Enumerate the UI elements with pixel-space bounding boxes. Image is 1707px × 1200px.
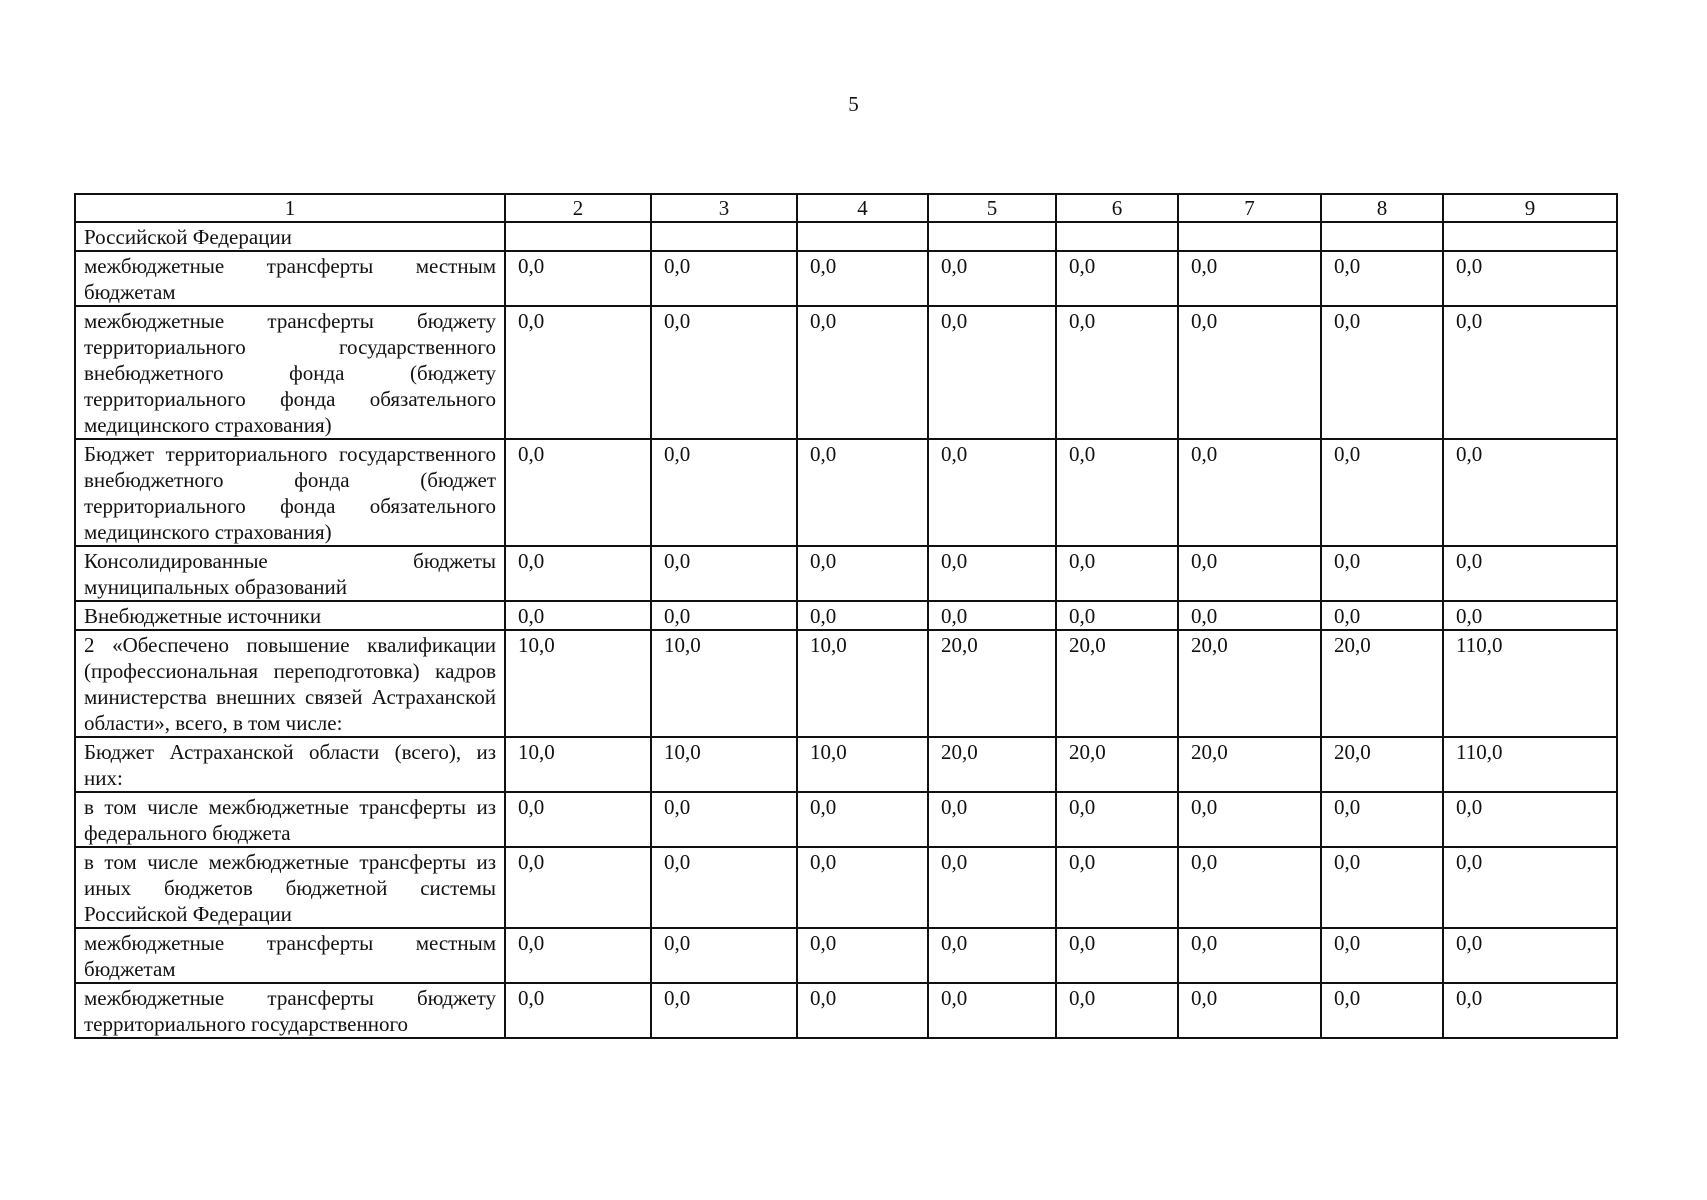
table-row xyxy=(75,792,1617,847)
value-cell: 0,0 xyxy=(928,251,1056,306)
value-cell: 0,0 xyxy=(1178,439,1321,546)
value-cell: 0,0 xyxy=(505,928,651,983)
column-header: 7 xyxy=(1178,194,1321,222)
value-cell: 0,0 xyxy=(1178,847,1321,928)
column-header: 8 xyxy=(1321,194,1443,222)
table-row xyxy=(75,737,1617,792)
value-cell: 0,0 xyxy=(1056,306,1178,439)
page-number: 5 xyxy=(848,92,859,116)
value-cell: 0,0 xyxy=(1321,546,1443,601)
row-label: Российской Федерации xyxy=(75,222,505,251)
value-cell: 0,0 xyxy=(651,546,797,601)
value-cell: 0,0 xyxy=(1178,546,1321,601)
value-cell: 0,0 xyxy=(1178,983,1321,1038)
value-cell: 0,0 xyxy=(797,306,928,439)
column-header: 5 xyxy=(928,194,1056,222)
value-cell: 0,0 xyxy=(651,439,797,546)
value-cell xyxy=(928,222,1056,251)
value-cell: 20,0 xyxy=(1178,630,1321,737)
value-cell: 0,0 xyxy=(797,983,928,1038)
value-cell: 0,0 xyxy=(797,601,928,630)
table-row xyxy=(75,983,1617,1038)
value-cell: 0,0 xyxy=(1056,546,1178,601)
value-cell: 110,0 xyxy=(1443,737,1617,792)
table-row xyxy=(75,630,1617,737)
value-cell: 0,0 xyxy=(1178,251,1321,306)
value-cell: 20,0 xyxy=(928,630,1056,737)
row-label: межбюджетные трансферты бюджету территориального государственного xyxy=(75,983,505,1038)
value-cell: 10,0 xyxy=(651,630,797,737)
value-cell: 10,0 xyxy=(651,737,797,792)
value-cell: 0,0 xyxy=(928,439,1056,546)
row-label: Бюджет Астраханской области (всего), из них: xyxy=(75,737,505,792)
table-body xyxy=(75,194,1617,1038)
value-cell xyxy=(1056,222,1178,251)
value-cell: 0,0 xyxy=(1443,847,1617,928)
value-cell: 0,0 xyxy=(1443,306,1617,439)
value-cell xyxy=(505,222,651,251)
value-cell: 0,0 xyxy=(1178,928,1321,983)
value-cell: 0,0 xyxy=(797,439,928,546)
column-header: 3 xyxy=(651,194,797,222)
value-cell: 0,0 xyxy=(505,792,651,847)
value-cell: 0,0 xyxy=(505,601,651,630)
value-cell: 0,0 xyxy=(1443,439,1617,546)
table-row xyxy=(75,601,1617,630)
value-cell: 0,0 xyxy=(1443,251,1617,306)
value-cell: 0,0 xyxy=(1321,928,1443,983)
value-cell: 0,0 xyxy=(1321,251,1443,306)
row-label: Внебюджетные источники xyxy=(75,601,505,630)
value-cell: 0,0 xyxy=(505,847,651,928)
value-cell: 10,0 xyxy=(797,737,928,792)
value-cell: 20,0 xyxy=(1178,737,1321,792)
row-label: в том числе межбюджетные трансферты из федерального бюджета xyxy=(75,792,505,847)
value-cell: 0,0 xyxy=(1443,601,1617,630)
row-label: межбюджетные трансферты местным бюджетам xyxy=(75,928,505,983)
value-cell: 0,0 xyxy=(1178,601,1321,630)
value-cell: 20,0 xyxy=(1321,737,1443,792)
value-cell: 0,0 xyxy=(1321,792,1443,847)
table-row xyxy=(75,847,1617,928)
value-cell: 0,0 xyxy=(1056,439,1178,546)
value-cell: 0,0 xyxy=(1321,847,1443,928)
value-cell: 10,0 xyxy=(505,630,651,737)
value-cell: 0,0 xyxy=(928,847,1056,928)
value-cell: 0,0 xyxy=(505,983,651,1038)
value-cell: 0,0 xyxy=(1056,251,1178,306)
value-cell: 0,0 xyxy=(651,928,797,983)
value-cell: 20,0 xyxy=(1321,630,1443,737)
value-cell: 0,0 xyxy=(928,928,1056,983)
value-cell: 0,0 xyxy=(651,251,797,306)
value-cell: 0,0 xyxy=(1178,306,1321,439)
budget-table xyxy=(74,193,1618,1039)
value-cell: 0,0 xyxy=(651,306,797,439)
value-cell: 10,0 xyxy=(505,737,651,792)
value-cell: 20,0 xyxy=(1056,737,1178,792)
value-cell: 0,0 xyxy=(797,928,928,983)
value-cell: 0,0 xyxy=(651,792,797,847)
value-cell: 0,0 xyxy=(1056,601,1178,630)
value-cell: 0,0 xyxy=(1056,928,1178,983)
table-row xyxy=(75,439,1617,546)
value-cell: 0,0 xyxy=(928,792,1056,847)
column-header: 9 xyxy=(1443,194,1617,222)
row-label: Бюджет территориального государственного внебюджетного фонда (бюджет территориального фонда обязательного медицинского страхования) xyxy=(75,439,505,546)
value-cell: 0,0 xyxy=(1443,983,1617,1038)
header-row xyxy=(75,194,1617,222)
value-cell: 0,0 xyxy=(928,546,1056,601)
value-cell: 110,0 xyxy=(1443,630,1617,737)
value-cell: 0,0 xyxy=(651,601,797,630)
column-header: 1 xyxy=(75,194,505,222)
table-row xyxy=(75,222,1617,251)
value-cell: 0,0 xyxy=(505,439,651,546)
value-cell: 0,0 xyxy=(1056,983,1178,1038)
value-cell: 0,0 xyxy=(505,306,651,439)
value-cell: 0,0 xyxy=(1056,792,1178,847)
value-cell: 0,0 xyxy=(1443,792,1617,847)
value-cell: 20,0 xyxy=(1056,630,1178,737)
value-cell: 0,0 xyxy=(928,306,1056,439)
value-cell: 0,0 xyxy=(505,251,651,306)
row-label: межбюджетные трансферты местным бюджетам xyxy=(75,251,505,306)
value-cell: 0,0 xyxy=(1321,601,1443,630)
column-header: 6 xyxy=(1056,194,1178,222)
row-label: в том числе межбюджетные трансферты из иных бюджетов бюджетной системы Российской Федерации xyxy=(75,847,505,928)
column-header: 4 xyxy=(797,194,928,222)
value-cell: 0,0 xyxy=(505,546,651,601)
value-cell: 0,0 xyxy=(797,792,928,847)
value-cell: 0,0 xyxy=(1321,306,1443,439)
value-cell: 10,0 xyxy=(797,630,928,737)
row-label: межбюджетные трансферты бюджету территориального государственного внебюджетного фонда (бюджету территориального фонда обязательного медицинского страхования) xyxy=(75,306,505,439)
column-header: 2 xyxy=(505,194,651,222)
value-cell: 0,0 xyxy=(1443,928,1617,983)
value-cell: 0,0 xyxy=(797,546,928,601)
value-cell: 0,0 xyxy=(1056,847,1178,928)
value-cell xyxy=(651,222,797,251)
value-cell: 20,0 xyxy=(928,737,1056,792)
value-cell: 0,0 xyxy=(651,983,797,1038)
value-cell xyxy=(1178,222,1321,251)
value-cell xyxy=(797,222,928,251)
value-cell: 0,0 xyxy=(1321,439,1443,546)
value-cell: 0,0 xyxy=(797,847,928,928)
value-cell: 0,0 xyxy=(1443,546,1617,601)
table-row xyxy=(75,251,1617,306)
table-row xyxy=(75,306,1617,439)
value-cell: 0,0 xyxy=(928,983,1056,1038)
value-cell: 0,0 xyxy=(928,601,1056,630)
row-label: Консолидированные бюджеты муниципальных образований xyxy=(75,546,505,601)
value-cell: 0,0 xyxy=(651,847,797,928)
value-cell xyxy=(1443,222,1617,251)
row-label: 2 «Обеспечено повышение квалификации (профессиональная переподготовка) кадров министерства внешних связей Астраханской области», всего, в том числе: xyxy=(75,630,505,737)
table-row xyxy=(75,546,1617,601)
value-cell xyxy=(1321,222,1443,251)
table-row xyxy=(75,928,1617,983)
value-cell: 0,0 xyxy=(797,251,928,306)
value-cell: 0,0 xyxy=(1321,983,1443,1038)
value-cell: 0,0 xyxy=(1178,792,1321,847)
